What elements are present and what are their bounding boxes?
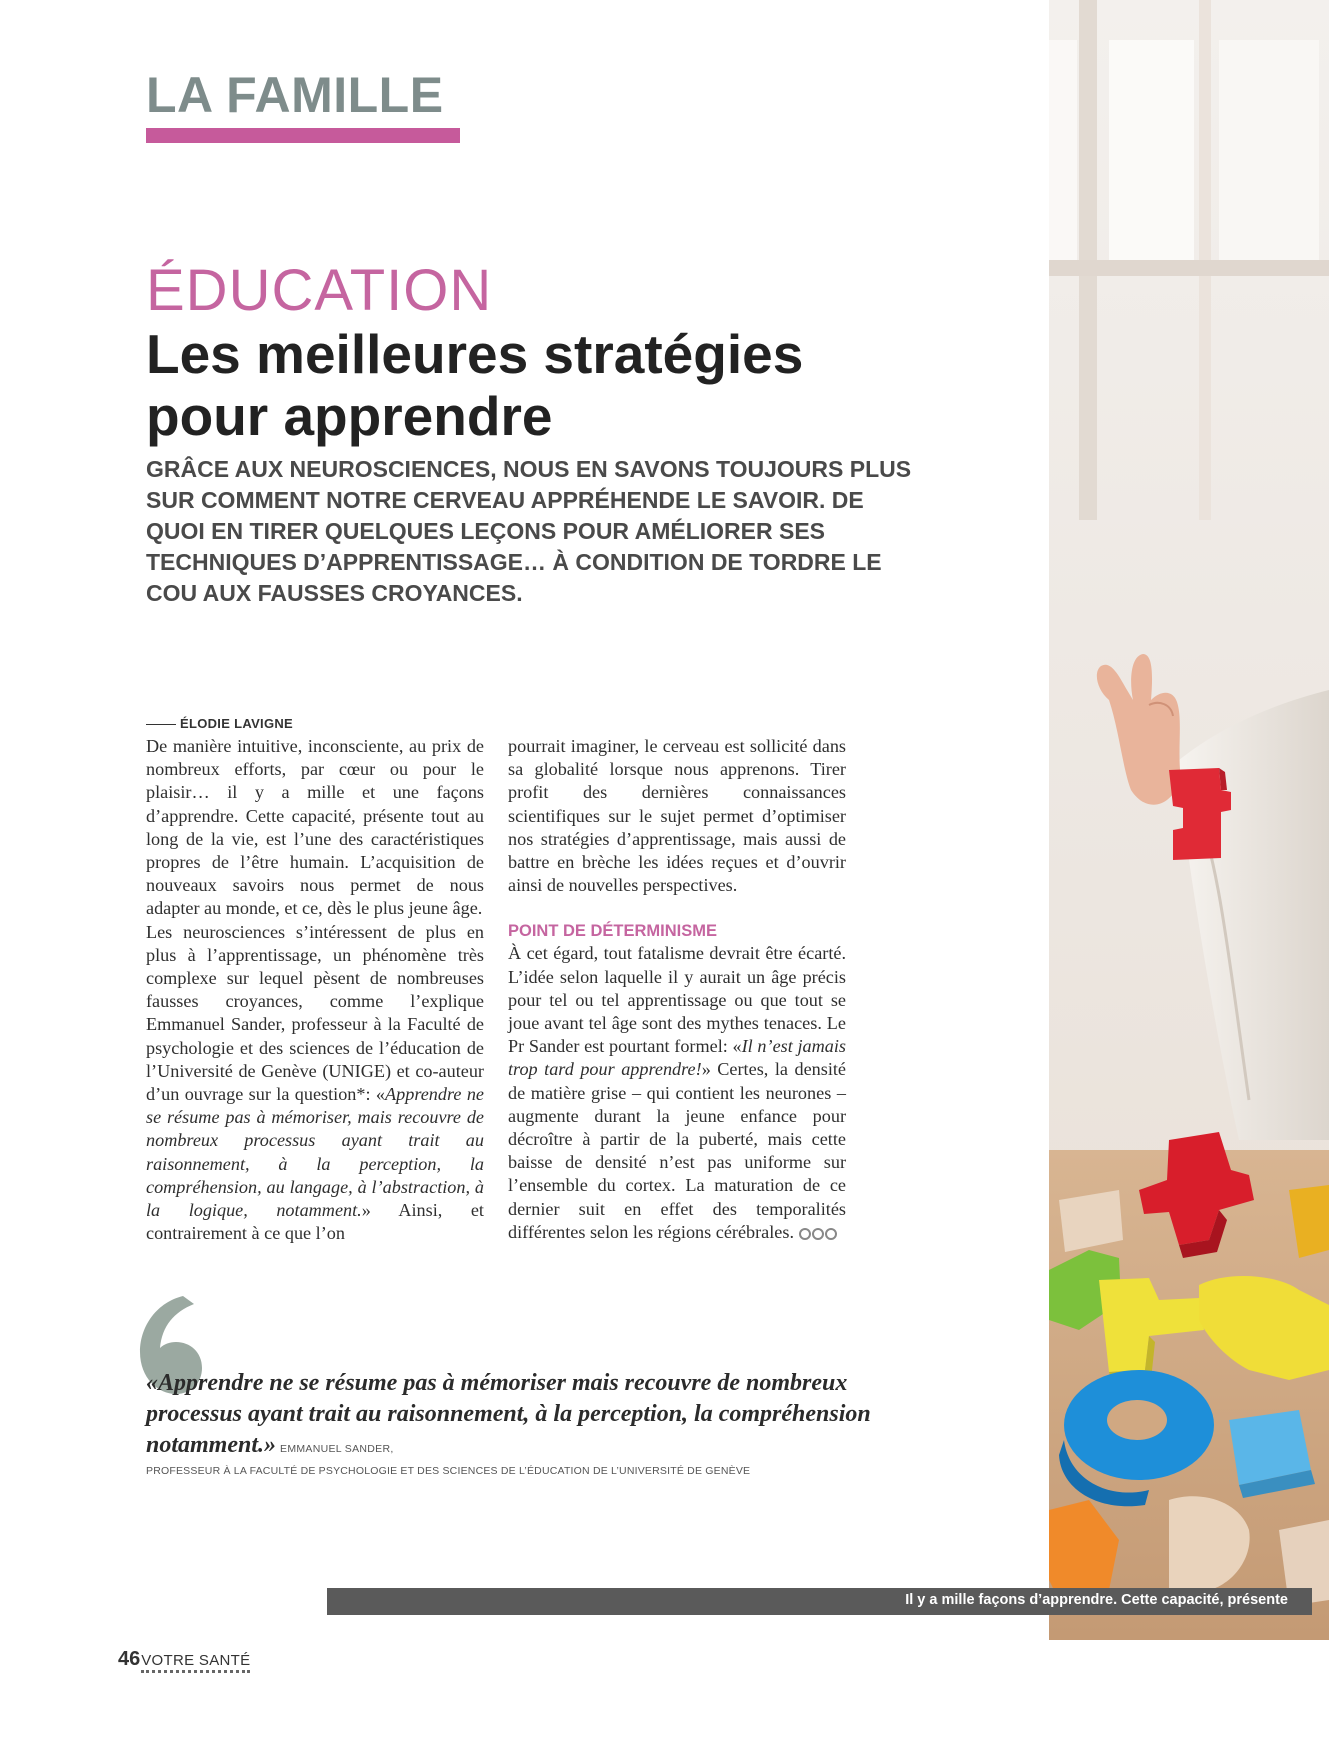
subhead: POINT DE DÉTERMINISME	[508, 922, 718, 941]
article-photo	[1049, 0, 1329, 1640]
body-paragraph-1: De manière intuitive, inconsciente, au prix de nombreux efforts, par cœur ou pour le plaisir… il y a mille et une façons d’apprendre. Cette capacité, présente tout au long de la vie, est l’une des caractéristiques propres de l’être humain. L’acquisition de nouveaux savoirs nous permet de nous adapter au monde, et ce, dès le plus jeune âge.	[146, 736, 484, 919]
headline-line-1: Les meilleures stratégies	[146, 323, 804, 385]
pull-quote-author: EMMANUEL SANDER,	[280, 1443, 394, 1455]
magazine-name: VOTRE SANTÉ	[141, 1652, 250, 1673]
body-column-2	[508, 735, 846, 1244]
photo-caption-bar	[327, 1588, 1312, 1615]
byline-author: ÉLODIE LAVIGNE	[180, 716, 294, 731]
article-kicker: ÉDUCATION	[146, 258, 493, 323]
byline	[146, 716, 293, 731]
body-column-1	[146, 735, 484, 1245]
end-of-article-icon	[798, 1221, 837, 1244]
article-headline	[146, 323, 946, 447]
body-p2-end-col1: » Ainsi, et contrairement à ce que l’on	[146, 1200, 484, 1244]
body-paragraph-3	[508, 942, 846, 1244]
headline-line-2: pour apprendre	[146, 385, 553, 447]
body-p3-start: À cet égard, tout fatalisme devrait être écarté. L’idée selon laquelle il y aurait un âge précis pour tel ou tel apprentissage ou que tout se joue avant tel âge sont des mythes tenaces. Le Pr Sander est pourtant formel: «	[508, 943, 846, 1057]
body-p2-start: Les neurosciences s’intéressent de plus en plus à l’apprentissage, un phénomène très complexe sur lequel pèsent de nombreuses fausses croyances, comme l’explique Emmanuel Sander, professeur à la Faculté de psychologie et des sciences de l’éducation de l’Université de Genève (UNIGE) et co-auteur d’un ouvrage sur la question*: «	[146, 921, 484, 1105]
child-with-blocks-illustration	[1049, 0, 1329, 1640]
pull-quote-text: «Apprendre ne se résume pas à mémoriser mais recouvre de nombreux processus ayant trait au raisonnement, à la perception, la compréhension notamment.»	[146, 1370, 871, 1458]
section-underline	[146, 128, 460, 143]
body-p3-quote: Il n’est jamais trop tard pour apprendre!	[508, 1036, 846, 1080]
byline-rule	[146, 724, 176, 725]
body-paragraph-2-cont: pourrait imaginer, le cerveau est sollicité dans sa globalité lorsque nous apprenons. Tirer profit des dernières connaissances scientifiques sur le sujet permet d’optimiser nos stratégies d’apprentissage, mais aussi de battre en brèche les idées reçues et d’ouvrir ainsi de nouvelles perspectives.	[508, 736, 846, 896]
body-p2-quote: Apprendre ne se résume pas à mémoriser, mais recouvre de nombreux processus ayant trait au raisonnement, à la perception, la compréhension, au langage, à l’abstraction, à la logique, notamment.	[146, 1084, 484, 1221]
photo-caption: Il y a mille façons d’apprendre. Cette capacité, présente	[905, 1592, 1288, 1608]
pull-quote-role: PROFESSEUR À LA FACULTÉ DE PSYCHOLOGIE ET DES SCIENCES DE L’ÉDUCATION DE L’UNIVERSITÉ DE GENÈVE	[146, 1465, 751, 1477]
page-number: 46	[118, 1648, 141, 1670]
section-title: LA FAMILLE	[146, 67, 444, 123]
pull-quote	[146, 1368, 906, 1465]
article-lede: GRÂCE AUX NEUROSCIENCES, NOUS EN SAVONS TOUJOURS PLUS SUR COMMENT NOTRE CERVEAU APPRÉHENDE LE SAVOIR. DE QUOI EN TIRER QUELQUES LEÇONS POUR AMÉLIORER SES TECHNIQUES D’APPRENTISSAGE… À CONDITION DE TORDRE LE COU AUX FAUSSES CROYANCES.	[146, 456, 912, 606]
body-p3-end: » Certes, la densité de matière grise – qui contient les neurones – augmente durant la jeune enfance pour décroître à partir de la puberté, mais cette baisse de densité n’est pas uniforme sur l’ensemble du cortex. La maturation de ce dernier suit en effet des temporalités différentes selon les régions cérébrales.	[508, 1059, 846, 1242]
body-paragraph-2	[146, 921, 484, 1246]
page-folio	[118, 1648, 250, 1671]
